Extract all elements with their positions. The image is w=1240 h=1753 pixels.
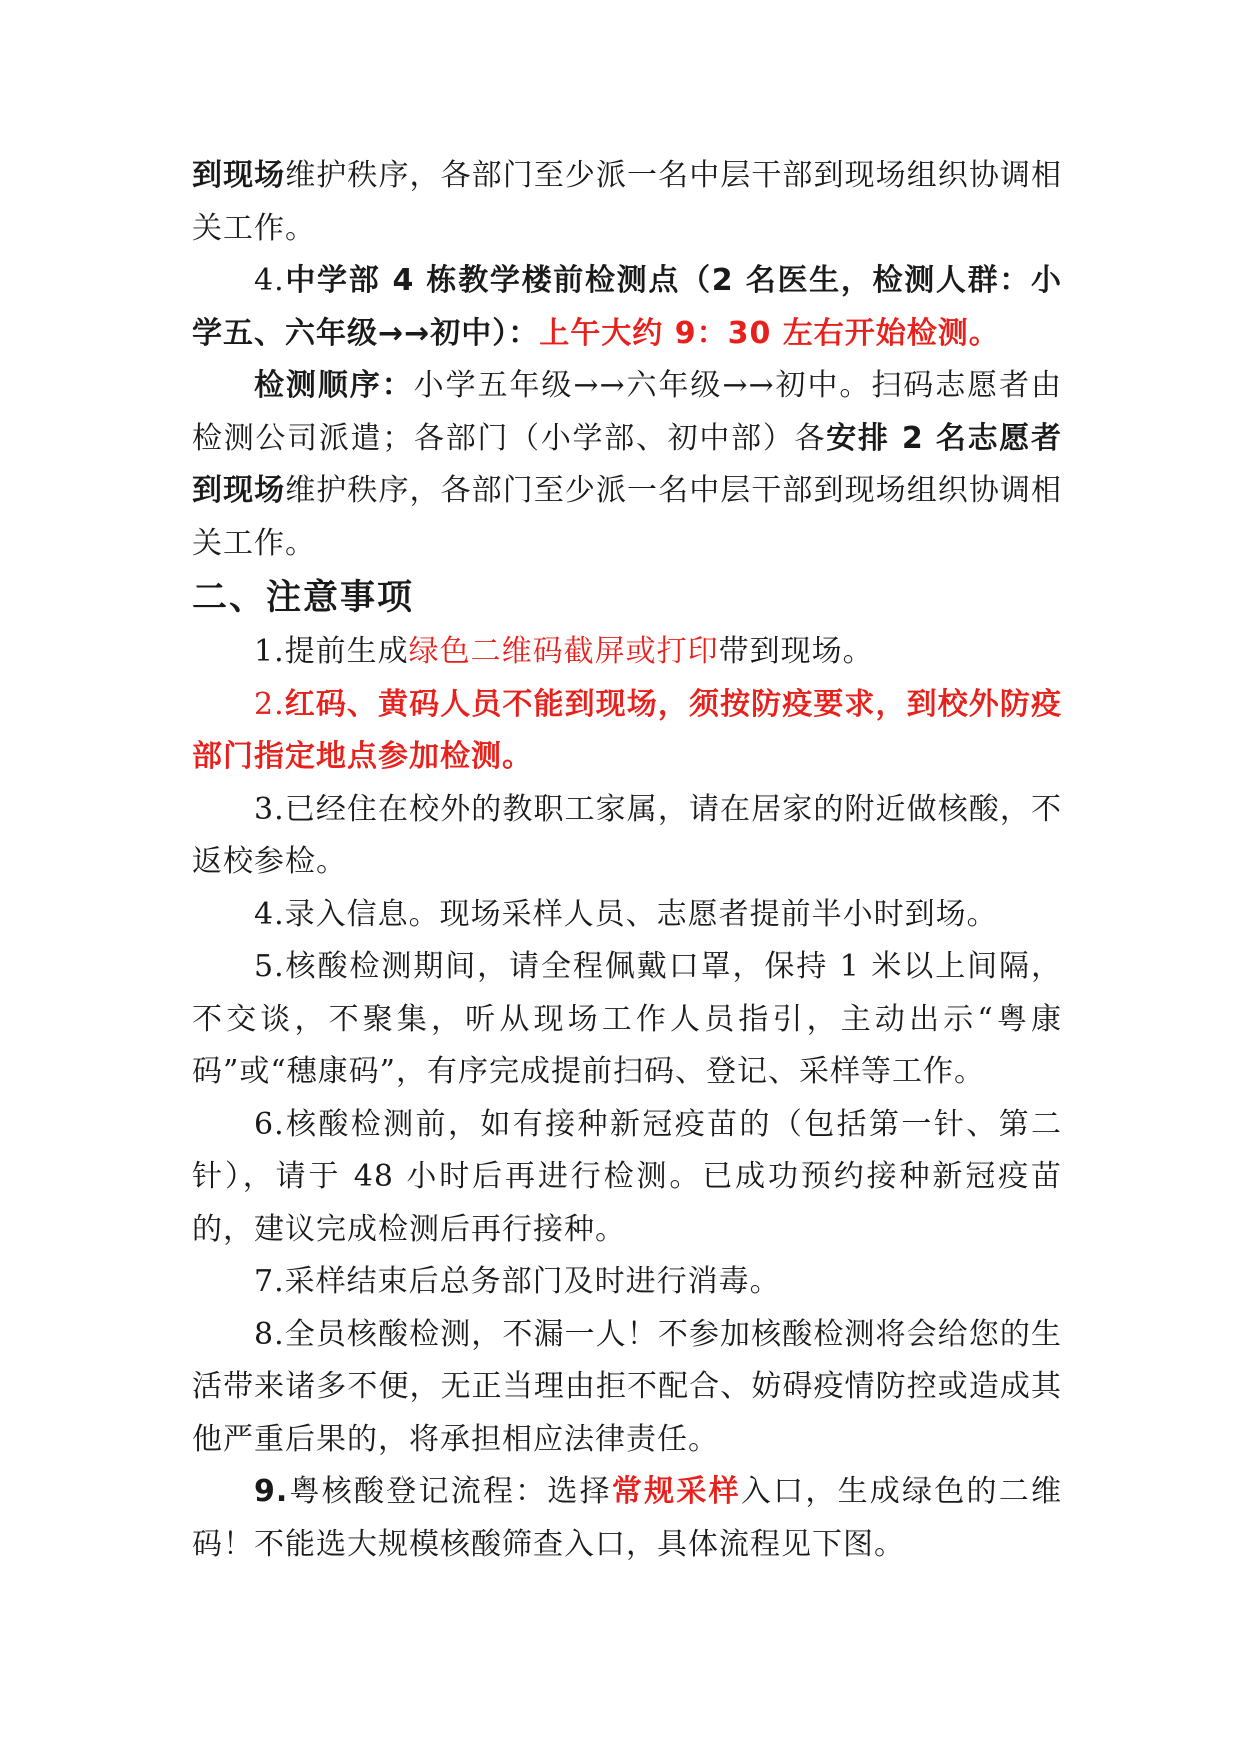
- item-number: 2.: [254, 686, 285, 722]
- body-text: 维护秩序，各部门至少派一名中层干部到现场组织协调相关工作。: [192, 473, 1063, 561]
- section-heading-notes: 二、注意事项: [192, 578, 415, 618]
- note-2: [192, 679, 1062, 784]
- document-page: [192, 150, 1062, 1571]
- item-number: 4.: [254, 263, 285, 298]
- test-order-label: 检测顺序：: [254, 368, 414, 403]
- note-7: 7.采样结束后总务部门及时进行消毒。: [254, 1264, 781, 1299]
- item-4-start-time: 上午大约 9：30 左右开始检测。: [539, 315, 1000, 351]
- paragraph-prev-tail: [192, 150, 1062, 255]
- note-6: 6.核酸检测前，如有接种新冠疫苗的（包括第一针、第二针），请于 48 小时后再进行检测。已成功预约接种新冠疫苗的，建议完成检测后再行接种。: [192, 1106, 1062, 1247]
- note-3: 3.已经住在校外的教职工家属，请在居家的附近做核酸，不返校参检。: [192, 791, 1062, 879]
- note-5: 5.核酸检测期间，请全程佩戴口罩，保持 1 米以上间隔，不交谈，不聚集，听从现场工作人员指引，主动出示“粤康码”或“穗康码”，有序完成提前扫码、登记、采样等工作。: [192, 949, 1062, 1089]
- note-8: 8.全员核酸检测，不漏一人！不参加核酸检测将会给您的生活带来诸多不便，无正当理由拒不配合、妨碍疫情防控或造成其他严重后果的，将承担相应法律责任。: [192, 1316, 1062, 1457]
- red-bold-text: 常规采样: [611, 1474, 741, 1509]
- body-text: 粤核酸登记流程：选择: [288, 1474, 612, 1509]
- note-1: [192, 626, 1062, 679]
- body-text: 带到现场。: [718, 634, 874, 669]
- body-text: 入口，生成绿色的二维码！不能选大规模核酸筛查入口，具体流程见下图。: [192, 1474, 1063, 1562]
- body-text: 1.提前生成: [254, 634, 409, 669]
- paragraph-test-order: [192, 360, 1062, 570]
- red-text: 绿色二维码截屏或打印: [408, 634, 719, 669]
- bold-text: 安排 2 名志愿者到现场: [192, 420, 1062, 508]
- note-9: [192, 1466, 1062, 1571]
- bold-text: 到现场: [192, 158, 286, 193]
- body-text: 维护秩序，各部门至少派一名中层干部到现场组织协调相关工作。: [192, 158, 1063, 246]
- body-text: 小学五年级→→六年级→→初中。扫码志愿者由检测公司派遣；各部门（小学部、初中部）各: [192, 368, 1063, 456]
- red-bold-text: 红码、黄码人员不能到现场，须按防疫要求，到校外防疫部门指定地点参加检测。: [192, 686, 1062, 774]
- note-4: 4.录入信息。现场采样人员、志愿者提前半小时到场。: [254, 896, 998, 932]
- paragraph-item-4: [192, 255, 1062, 360]
- item-4-title: 中学部 4 栋教学楼前检测点（2 名医生，检测人群：小学五、六年级→→初中）：: [192, 263, 1062, 351]
- item-number: 9.: [254, 1474, 289, 1509]
